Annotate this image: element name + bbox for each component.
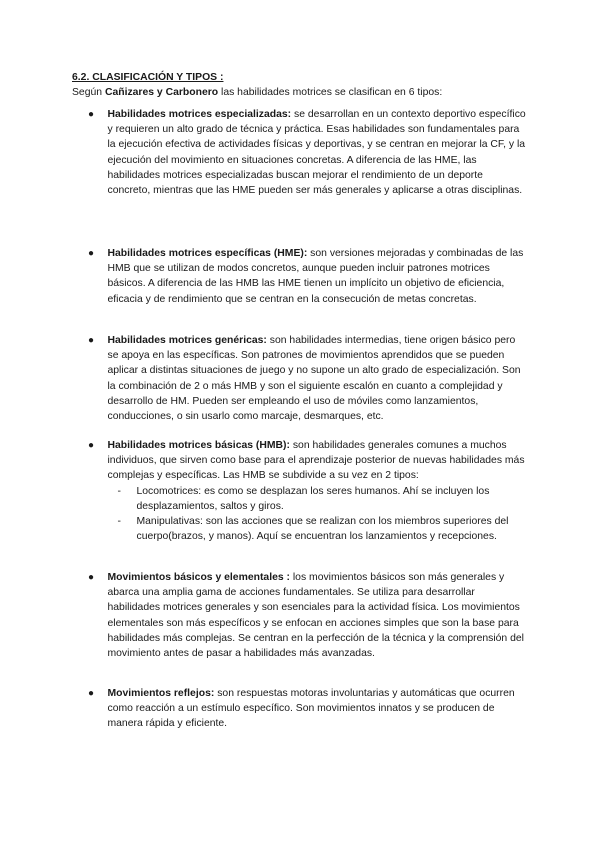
list-item-text	[108, 333, 529, 424]
bullet-icon: ●	[88, 688, 95, 699]
list-item-term: Movimientos básicos y elementales :	[107, 572, 290, 583]
list-item-body: son respuestas motoras involuntarias y automáticas que ocurren como reacción a un estímulo específico. Son movimientos innatos y se producen de manera rápida y eficiente.	[107, 688, 515, 730]
list-item-body: son habilidades generales comunes a muchos individuos, que sirven como base para el aprendizaje posterior de nuevas habilidades más complejas y específicas. Las HMB se subdivide a su vez en 2 tipos:	[107, 440, 525, 482]
list-item-body: son habilidades intermedias, tiene origen básico pero se apoya en las específicas. Son patrones de movimientos aprendidos que se pueden aplicar a distintas situaciones de juego y no supone un alto grado de especialización. Son la combinación de 2 o más HMB y son el siguiente escalón en cuanto a complejidad y desarrollo de HM. Pueden ser empleando el uso de móviles como lanzamientos, conducciones, o sin usarlo como marcaje, desmarques, etc.	[107, 335, 521, 423]
bullet-icon: ●	[88, 440, 95, 451]
list-item-text	[108, 107, 529, 198]
bullet-icon: ●	[88, 335, 95, 346]
sub-item-locomotrices	[108, 484, 529, 514]
list-item-term: Habilidades motrices genéricas:	[107, 335, 267, 346]
list-item-text	[108, 686, 529, 732]
list-item-body: son versiones mejoradas y combinadas de las HMB que se utilizan de modos concretos, aunque pueden incluir patrones motrices básicos. A diferencia de las HMB las HME tienen un implícito un objetivo de eficiencia, eficacia y de rendimiento que se centran en la consecución de metas concretas.	[107, 248, 524, 305]
list-item-basicas	[88, 438, 528, 544]
list-item-term: Habilidades motrices especializadas:	[107, 109, 292, 120]
list-item-especializadas	[88, 107, 528, 198]
intro-suffix: las habilidades motrices se clasifican en 6 tipos:	[218, 87, 443, 98]
sub-item-text: Manipulativas: son las acciones que se realizan con los miembros superiores del cuerpo(brazos, y manos). Aquí se encuentran los lanzamientos y recepciones.	[136, 516, 509, 543]
list-item-term: Habilidades motrices básicas (HMB):	[107, 440, 290, 451]
bullet-icon: ●	[88, 248, 95, 259]
intro-prefix: Según	[72, 87, 105, 98]
sub-item-text: Locomotrices: es como se desplazan los seres humanos. Ahí se incluyen los desplazamientos, saltos y giros.	[136, 485, 490, 512]
list-item-genericas	[88, 333, 528, 424]
list-item-term: Habilidades motrices específicas (HME):	[107, 248, 308, 259]
list-item-body: los movimientos básicos son más generales y abarca una amplia gama de acciones fundamentales. Se utiliza para desarrollar habilidades motrices generales y son esenciales para la actividad física. Los movimientos elementales son más específicos y se enfocan en acciones simples que son la base para habilidades más complejas. Se centran en la perfección de la técnica y la comprensión del movimiento antes de pasar a habilidades más avanzadas.	[107, 572, 524, 660]
sub-item-manipulativas	[108, 514, 529, 544]
section-heading: 6.2. CLASIFICACIÓN Y TIPOS :	[72, 72, 224, 83]
bullet-icon: ●	[88, 572, 95, 583]
dash-icon: -	[117, 516, 121, 528]
list-item-especificas	[88, 246, 528, 307]
list-item-text	[108, 438, 529, 484]
list-item-text	[108, 246, 529, 307]
list-item-movimientos-reflejos	[88, 686, 528, 732]
sub-list	[108, 484, 529, 545]
bullet-icon: ●	[88, 109, 95, 120]
list-item-text	[108, 570, 529, 661]
list-item-term: Movimientos reflejos:	[107, 688, 215, 699]
intro-paragraph	[72, 87, 442, 98]
intro-authors: Cañizares y Carbonero	[104, 87, 219, 98]
list-item-movimientos-basicos	[88, 570, 528, 661]
dash-icon: -	[117, 485, 121, 497]
list-item-body: se desarrollan en un contexto deportivo específico y requieren un alto grado de técnica y práctica. Esas habilidades son fundamentales para la ejecución efectiva de actividades físicas y deportivas, y se centran en mejorar la CF, y la ejecución del movimiento en situaciones concretas. A diferencia de las HME, las habilidades motrices especializadas buscan mejorar el rendimiento de un deporte concreto, mientras que las HME pueden ser más generales y aplicarse a otras disciplinas.	[107, 109, 526, 197]
